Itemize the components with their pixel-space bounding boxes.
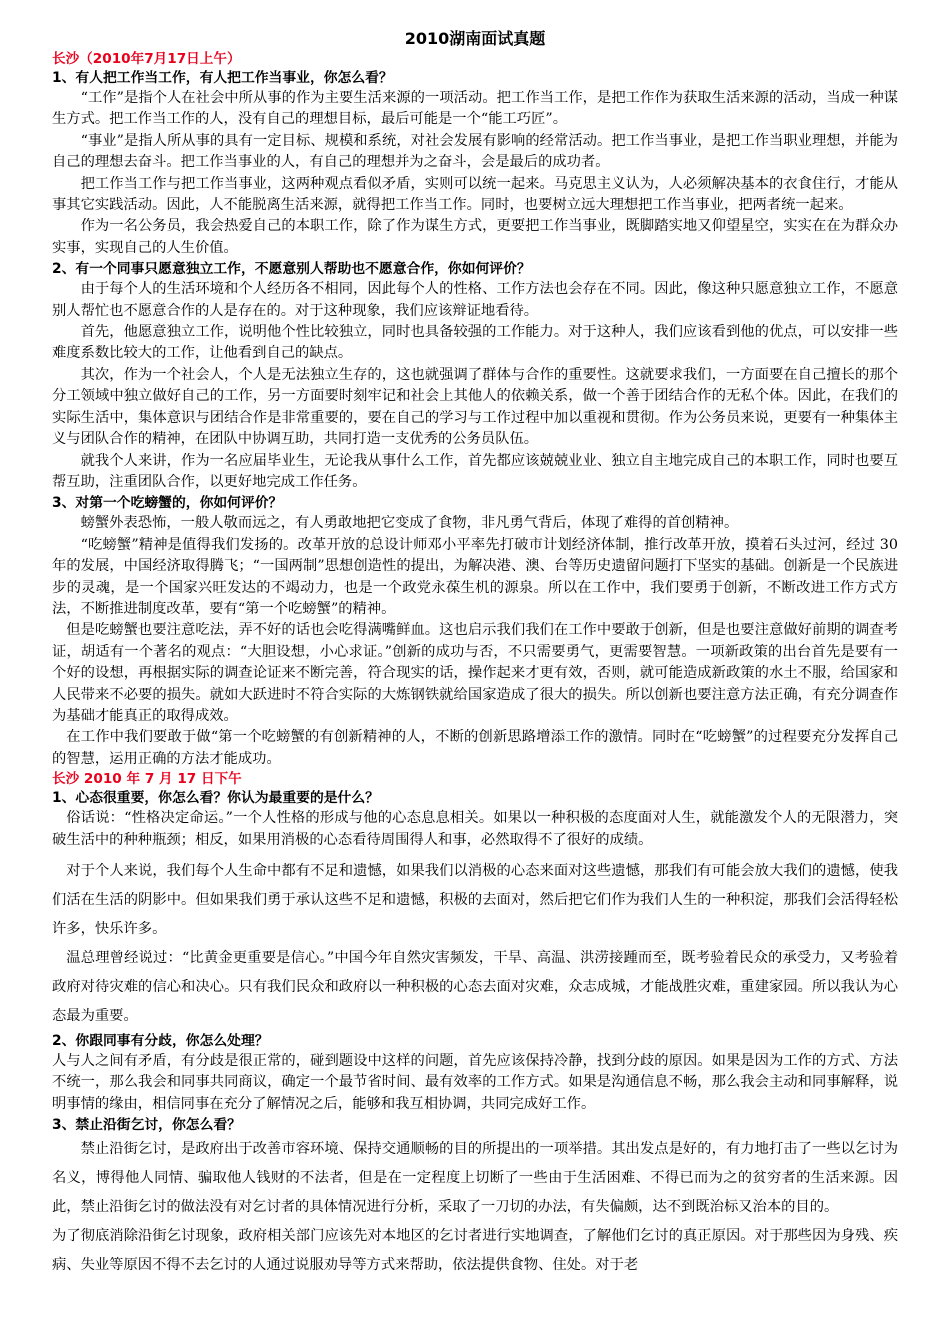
question-heading: 2、你跟同事有分歧，你怎么处理？ (52, 1033, 269, 1049)
question-heading: 1、心态很重要，你怎么看？你认为最重要的是什么？ (52, 790, 379, 807)
answer-paragraph: 但是吃螃蟹也要注意吃法，弄不好的话也会吃得满嘴鲜血。这也启示我们我们在工作中要敢于创新，但是也要注意做好前期的调查考证，胡适有一个著名的观点：“大胆设想，小心求证。”创新的成功与否，不只需要勇气，更需要智慧。一项新政策的出台首先是要有一个好的设想，再根据实际的调查论证来不断完善，符合现实的话，操作起来才更有效，否则，就可能造成新政策的水土不服，给国家和人民带来不必要的损失。就如大跃进时不符合实际的大炼钢铁就给国家造成了很大的损失。所以创新也要注意方法正确，有充分调查作为基础才能真正的取得成效。 (52, 622, 898, 724)
answer-paragraph: 把工作当工作与把工作当事业，这两种观点看似矛盾，实则可以统一起来。马克思主义认为，人必须解决基本的衣食住行，才能从事其它实践活动。因此，人不能脱离生活来源，就得把工作当工作。同时，也要树立远大理想把工作当事业，把两者统一起来。 (52, 175, 898, 214)
answer-paragraph: 俗话说：“性格决定命运。”一个人性格的形成与他的心态息息相关。如果以一种积极的态度面对人生，就能激发个人的无限潜力，突破生活中的种种瓶颈；相反，如果用消极的心态看待周围得人和事，必然取得不了很好的成绩。 (52, 810, 898, 848)
document-page (52, 28, 898, 1280)
answer-paragraph: “吃螃蟹”精神是值得我们发扬的。改革开放的总设计师邓小平率先打破市计划经济体制，推行改革开放，摸着石头过河，经过 30 年的发展，中国经济取得腾飞；“一国两制”思想创造性的提出，为解决港、澳、台等历史遗留问题打下坚实的基础。创新是一个民族进步的灵魂，是一个国家兴旺发达的不竭动力，也是一个政党永葆生机的源泉。所以在工作中，我们要勇于创新，不断改进工作方式方法，不断推进制度改革，要有“第一个吃螃蟹”的精神。 (52, 536, 898, 617)
answer-paragraph: 在工作中我们要敢于做“第一个吃螃蟹的有创新精神的人，不断的创新思路增添工作的激情。同时在“吃螃蟹”的过程要充分发挥自己的智慧，运用正确的方法才能成功。 (52, 729, 898, 767)
answer-paragraph: 为了彻底消除沿街乞讨现象，政府相关部门应该先对本地区的乞讨者进行实地调查，了解他们乞讨的真正原因。对于那些因为身残、疾病、失业等原因不得不去乞讨的人通过说服劝导等方式来帮助，依法提供食物、住处。对于老 (52, 1228, 898, 1274)
question-heading: 3、对第一个吃螃蟹的，你如何评价？ (52, 495, 283, 512)
answer-paragraph: 由于每个人的生活环境和个人经历各不相同，因此每个人的性格、工作方法也会存在不同。因此，像这种只愿意独立工作，不愿意别人帮忙也不愿意合作的人是存在的。对于这种现象，我们应该辩证地看待。 (52, 281, 898, 319)
answer-paragraph: 其次，作为一个社会人，个人是无法独立生存的，这也就强调了群体与合作的重要性。这就要求我们，一方面要在自己擅长的那个分工领域中独立做好自己的工作，另一方面要时刻牢记和社会上其他人的依赖关系，做一个善于团结合作的无私个体。因此，在我们的实际生活中，集体意识与团结合作是非常重要的，要在自己的学习与工作过程中加以重视和贯彻。作为公务员来说，更要有一种集体主义与团队合作的精神，在团队中协调互助，共同打造一支优秀的公务员队伍。 (52, 366, 898, 448)
document-title: 2010湖南面试真题 (404, 29, 546, 48)
question-heading: 3、禁止沿街乞讨，你怎么看？ (52, 1117, 241, 1134)
question-heading: 2、有一个同事只愿意独立工作，不愿意别人帮助也不愿意合作，你如何评价？ (52, 261, 531, 278)
answer-paragraph: “工作”是指个人在社会中所从事的作为主要生活来源的一项活动。把工作当工作，是把工作作为获取生活来源的活动，当成一种谋生方式。把工作当工作的人，没有自己的理想目标，最后可能是一个“能工巧匠”。 (52, 90, 898, 128)
answer-paragraph: 首先，他愿意独立工作，说明他个性比较独立，同时也具备较强的工作能力。对于这种人，我们应该看到他的优点，可以安排一些难度系数比较大的工作，让他看到自己的缺点。 (52, 324, 898, 362)
answer-paragraph: 禁止沿街乞讨，是政府出于改善市容环境、保持交通顺畅的目的所提出的一项举措。其出发点是好的，有力地打击了一些以乞讨为名义，博得他人同情、骗取他人钱财的不法者，但是在一定程度上切断了一些由于生活困难、不得已而为之的贫穷者的生活来源。因此，禁止沿街乞讨的做法没有对乞讨者的具体情况进行分析，采取了一刀切的办法，有失偏颇，达不到既治标又治本的目的。 (52, 1141, 898, 1216)
answer-paragraph: 螃蟹外表恐怖，一般人敬而远之，有人勇敢地把它变成了食物，非凡勇气背后，体现了难得的首创精神。 (80, 515, 739, 532)
answer-paragraph: 作为一名公务员，我会热爱自己的本职工作，除了作为谋生方式，更要把工作当事业，既脚踏实地又仰望星空，实实在在为群众办实事，实现自己的人生价值。 (52, 218, 898, 256)
question-heading: 1、有人把工作当工作，有人把工作当事业，你怎么看？ (52, 70, 393, 86)
session-heading-afternoon: 长沙 2010 年 7 月 17 日下午 (52, 771, 242, 788)
answer-paragraph: 就我个人来讲，作为一名应届毕业生，无论我从事什么工作，首先都应该兢兢业业、独立自主地完成自己的本职工作，同时也要互帮互助，注重团队合作，以更好地完成工作任务。 (52, 452, 898, 490)
session-heading-morning: 长沙（2010年7月17日上午） (52, 51, 241, 67)
answer-paragraph: 对于个人来说，我们每个人生命中都有不足和遗憾，如果我们以消极的心态来面对这些遗憾，那我们有可能会放大我们的遗憾，使我们活在生活的阴影中。但如果我们勇于承认这些不足和遗憾，积极的去面对，然后把它们作为我们人生的一种积淀，那我们会活得轻松许多，快乐许多。 (52, 863, 898, 937)
answer-paragraph: 温总理曾经说过：“比黄金更重要是信心。”中国今年自然灾害频发，干旱、高温、洪涝接踵而至，既考验着民众的承受力，又考验着政府对待灾难的信心和决心。只有我们民众和政府以一种积极的心态去面对灾难，众志成城，才能战胜灾难，重建家园。所以我认为心态最为重要。 (52, 950, 898, 1024)
answer-paragraph: 人与人之间有矛盾，有分歧是很正常的，碰到题设中这样的问题，首先应该保持冷静，找到分歧的原因。如果是因为工作的方式、方法不统一，那么我会和同事共同商议，确定一个最节省时间、最有效率的工作方式。如果是沟通信息不畅，那么我会主动和同事解释，说明事情的缘由，相信同事在充分了解情况之后，能够和我互相协调，共同完成好工作。 (52, 1053, 898, 1112)
answer-paragraph: “事业”是指人所从事的具有一定目标、规模和系统，对社会发展有影响的经常活动。把工作当事业，是把工作当职业理想，并能为自己的理想去奋斗。把工作当事业的人，有自己的理想并为之奋斗，会是最后的成功者。 (52, 132, 898, 171)
